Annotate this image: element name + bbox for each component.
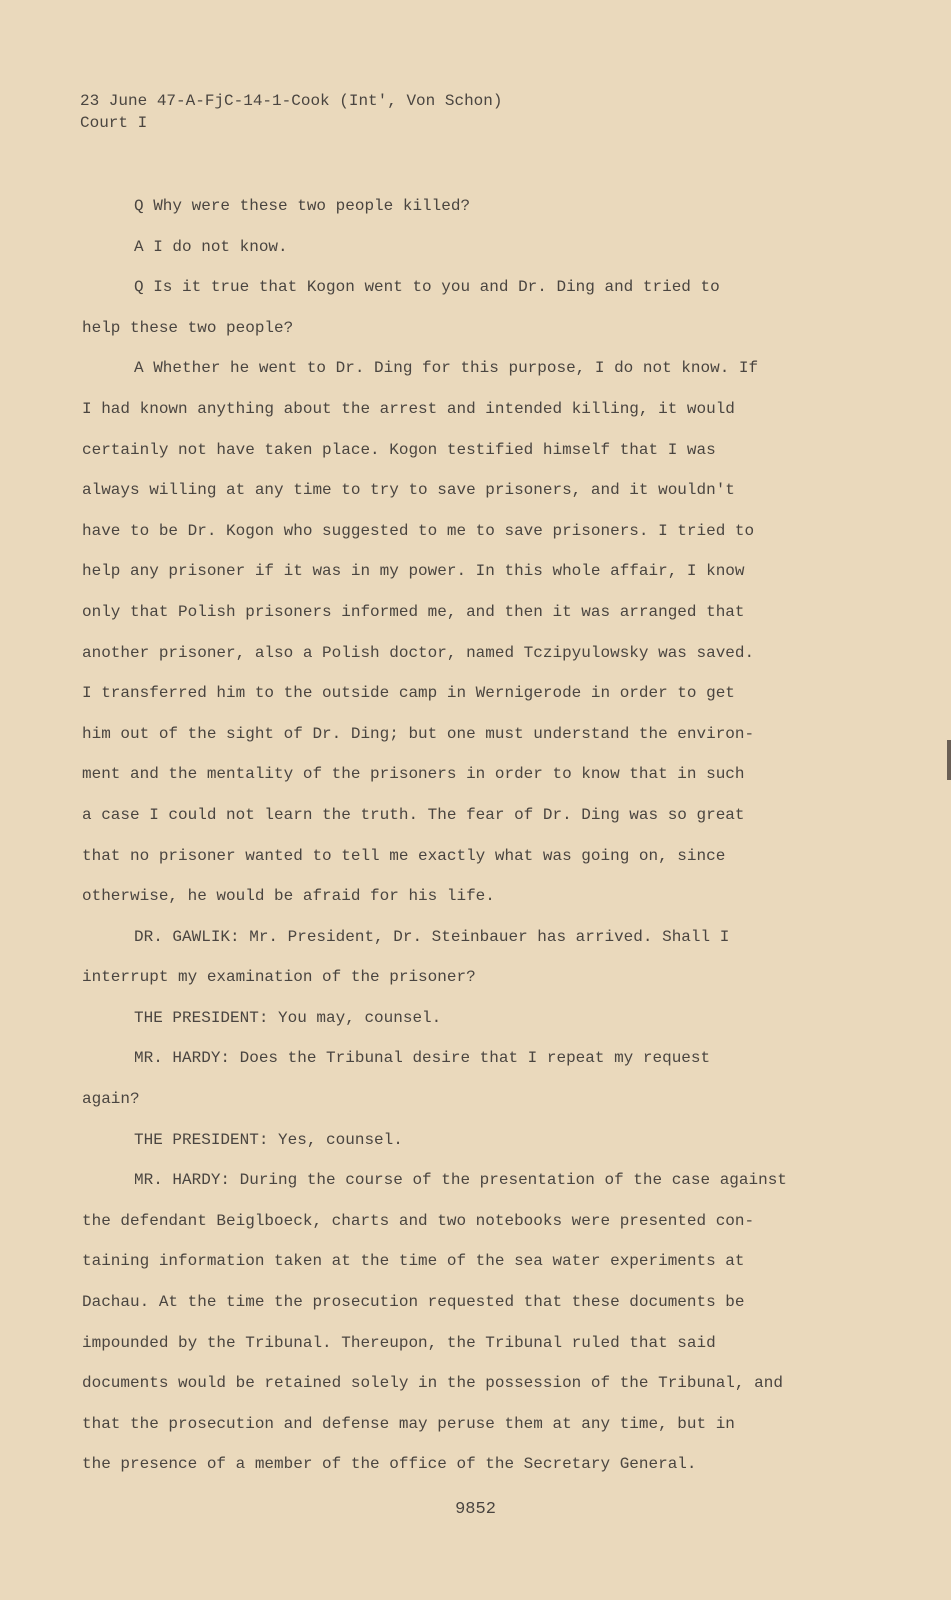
transcript-line: THE PRESIDENT: Yes, counsel. — [134, 1130, 403, 1149]
transcript-line: MR. HARDY: During the course of the presentation of the case against — [134, 1171, 787, 1190]
transcript-line: another prisoner, also a Polish doctor, named Tczipyulowsky was saved. — [82, 643, 755, 662]
transcript-line: a case I could not learn the truth. The fear of Dr. Ding was so great — [82, 805, 745, 824]
transcript-line: again? — [82, 1090, 140, 1109]
transcript-line: I had known anything about the arrest and intended killing, it would — [82, 399, 735, 418]
transcript-line: help these two people? — [82, 318, 294, 337]
transcript-line: that no prisoner wanted to tell me exactly what was going on, since — [82, 846, 726, 865]
transcript-line: THE PRESIDENT: You may, counsel. — [134, 1008, 442, 1027]
transcript-line: MR. HARDY: Does the Tribunal desire that I repeat my request — [134, 1049, 711, 1068]
header-court-line: Court I — [80, 114, 148, 132]
transcript-line: documents would be retained solely in the possession of the Tribunal, and — [82, 1374, 783, 1393]
transcript-body — [82, 186, 842, 1485]
transcript-line: Q Is it true that Kogon went to you and Dr. Ding and tried to — [134, 278, 720, 297]
transcript-line: that the prosecution and defense may peruse them at any time, but in — [82, 1414, 735, 1433]
transcript-line: Dachau. At the time the prosecution requested that these documents be — [82, 1293, 745, 1312]
transcript-line: impounded by the Tribunal. Thereupon, the Tribunal ruled that said — [82, 1333, 716, 1352]
transcript-line: taining information taken at the time of the sea water experiments at — [82, 1252, 745, 1271]
header-date-line: 23 June 47-A-FjC-14-1-Cook (Int', Von Schon) — [80, 92, 503, 110]
transcript-line: help any prisoner if it was in my power. In this whole affair, I know — [82, 562, 745, 581]
transcript-line: him out of the sight of Dr. Ding; but one must understand the environ- — [82, 724, 755, 743]
page-number: 9852 — [455, 1500, 496, 1519]
transcript-line: Q Why were these two people killed? — [134, 197, 471, 215]
transcript-line: I transferred him to the outside camp in Wernigerode in order to get — [82, 684, 735, 703]
transcript-line: the defendant Beiglboeck, charts and two notebooks were presented con- — [82, 1211, 755, 1230]
transcript-line: only that Polish prisoners informed me, and then it was arranged that — [82, 602, 745, 621]
transcript-line: ment and the mentality of the prisoners in order to know that in such — [82, 765, 745, 784]
document-header — [80, 90, 502, 134]
transcript-line: A I do not know. — [134, 237, 288, 256]
transcript-line: otherwise, he would be afraid for his life. — [82, 887, 495, 906]
transcript-line: the presence of a member of the office of the Secretary General. — [82, 1455, 697, 1474]
transcript-line: have to be Dr. Kogon who suggested to me to save prisoners. I tried to — [82, 521, 755, 540]
transcript-line: always willing at any time to try to save prisoners, and it wouldn't — [82, 481, 735, 500]
transcript-line: interrupt my examination of the prisoner? — [82, 968, 476, 987]
transcript-line: certainly not have taken place. Kogon testified himself that I was — [82, 440, 716, 459]
transcript-line: DR. GAWLIK: Mr. President, Dr. Steinbauer has arrived. Shall I — [134, 927, 730, 946]
transcript-line: A Whether he went to Dr. Ding for this purpose, I do not know. If — [134, 359, 759, 378]
page-edge-mark — [947, 740, 951, 780]
